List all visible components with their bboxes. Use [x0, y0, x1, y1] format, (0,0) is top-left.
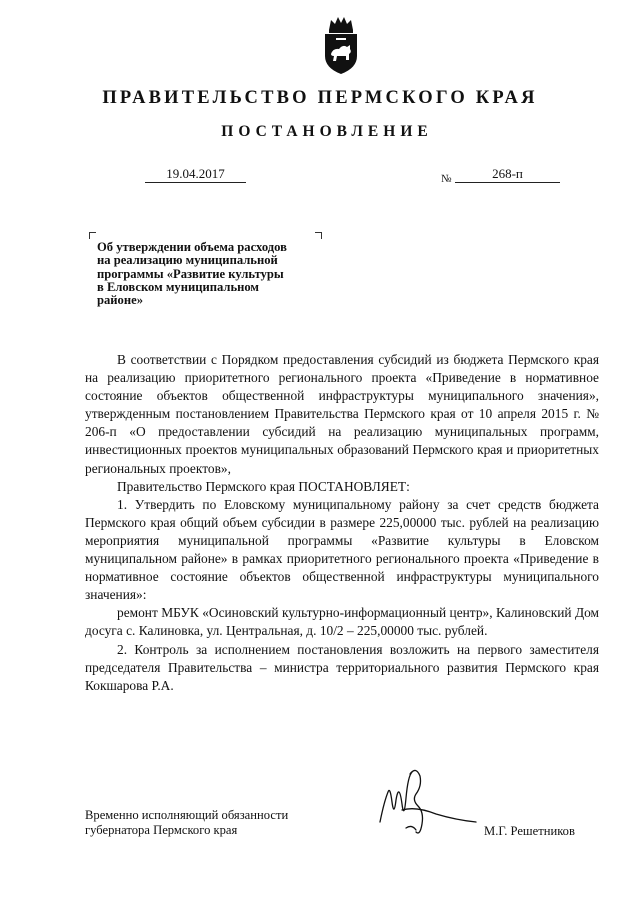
- position-line: Временно исполняющий обязанности: [85, 808, 289, 822]
- subject-line: программы «Развитие культуры: [97, 266, 284, 281]
- intro-paragraph: В соответствии с Порядком предоставления субсидий из бюджета Пермского края на реализацию приоритетного регионального проекта «Приведение в нормативное состояние объектов общественной инфраструктуры муниципального значения», утвержденным постановлением Правительства Пермского края от 10 апреля 2015 г. № 206-п «О предоставлении субсидий на реализацию муниципальных программ, инвестиционных проектов муниципальных образований Пермского края и приоритетных региональных проектов»,: [85, 352, 599, 476]
- government-title: ПРАВИТЕЛЬСТВО ПЕРМСКОГО КРАЯ: [102, 88, 538, 108]
- document-date: 19.04.2017: [145, 166, 246, 183]
- document-body: [85, 351, 599, 695]
- signatory-position: [85, 808, 288, 837]
- document-number: 268-п: [455, 166, 560, 183]
- subject-line: в Еловском муниципальном: [97, 279, 259, 294]
- document-type: ПОСТАНОВЛЕНИЕ: [221, 123, 433, 140]
- item-1-detail-paragraph: ремонт МБУК «Осиновский культурно-информационный центр», Калиновский Дом досуга с. Калиновка, ул. Центральная, д. 10/2 – 225,00000 тыс. рублей.: [85, 605, 599, 639]
- number-sign: №: [441, 173, 452, 185]
- document-subject: [97, 241, 332, 307]
- item-2-paragraph: 2. Контроль за исполнением постановления возложить на первого заместителя председателя Правительства – министра территориального развития Пермского края Кокшарова Р.А.: [85, 641, 599, 693]
- subject-corner-right: [315, 232, 322, 239]
- handwritten-signature: [376, 762, 486, 842]
- item-1-paragraph: 1. Утвердить по Еловскому муниципальному району за счет средств бюджета Пермского края общий объем субсидии в размере 225,00000 тыс. рублей на реализацию мероприятия муниципальной программы «Развитие культуры в Еловском муниципальном районе» в рамках приоритетного регионального проекта «Приведение в нормативное состояние объектов общественной инфраструктуры муниципального значения»:: [85, 496, 599, 603]
- signatory-name: М.Г. Решетников: [484, 824, 575, 838]
- subject-line: на реализацию муниципальной: [97, 253, 278, 268]
- subject-corner-left: [89, 232, 96, 239]
- resolves-paragraph: Правительство Пермского края ПОСТАНОВЛЯЕТ:: [117, 478, 410, 494]
- position-line: губернатора Пермского края: [85, 822, 238, 837]
- coat-of-arms-emblem: [319, 14, 363, 76]
- subject-line: районе»: [97, 293, 143, 308]
- subject-line: Об утверждении объема расходов: [97, 240, 287, 254]
